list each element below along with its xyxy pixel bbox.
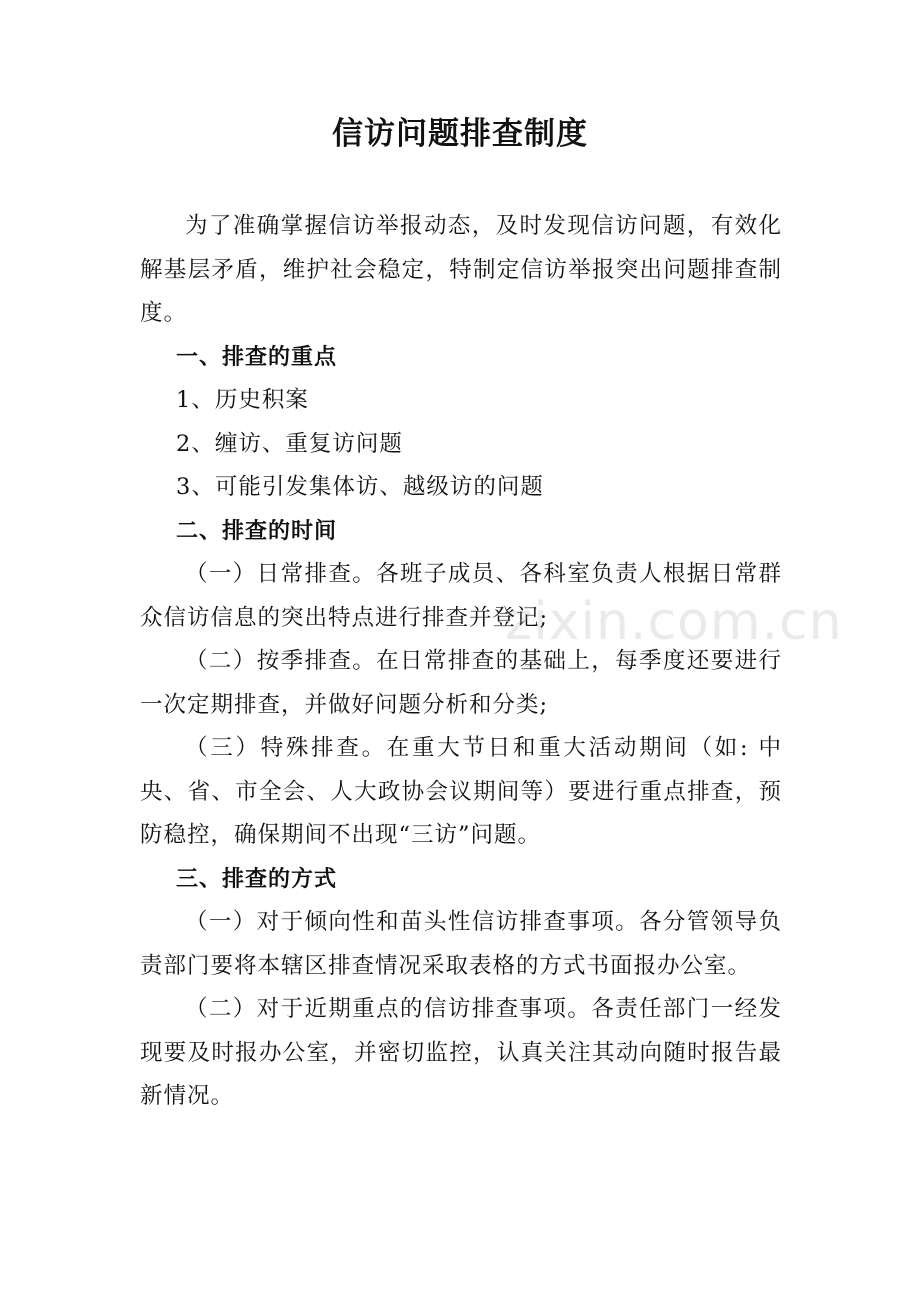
paragraph-special-check: （三）特殊排查。在重大节日和重大活动期间（如: 中央、省、市全会、人大政协会议期间等）要进行重点排查，预防稳控，确保期间不出现“三访”问题。 (140, 735, 782, 848)
intro-paragraph: 为了准确掌握信访举报动态，及时发现信访问题，有效化解基层矛盾，维护社会稳定，特制定信访举报突出问题排查制度。 (140, 213, 782, 326)
paragraph-quarterly-check: （二）按季排查。在日常排查的基础上，每季度还要进行一次定期排查，并做好问题分析和分类; (140, 648, 782, 718)
section-heading-focus: 一、排查的重点 (176, 344, 338, 370)
paragraph-trend-items: （一）对于倾向性和苗头性信访排查事项。各分管领导负责部门要将本辖区排查情况采取表格的方式书面报办公室。 (140, 909, 782, 979)
paragraph-daily-check: （一）日常排查。各班子成员、各科室负责人根据日常群众信访信息的突出特点进行排查并登记; (140, 561, 782, 631)
paragraph-recent-items: （二）对于近期重点的信访排查事项。各责任部门一经发现要及时报办公室，并密切监控，认真关注其动向随时报告最新情况。 (140, 996, 782, 1109)
document-body (140, 205, 782, 1119)
list-item: 1、历史积案 (176, 387, 309, 413)
list-item: 2、缠访、重复访问题 (176, 430, 403, 457)
list-item: 3、可能引发集体访、越级访的问题 (176, 474, 544, 500)
section-heading-time: 二、排查的时间 (176, 518, 338, 544)
watermark-text: zixin.com.cn (505, 592, 843, 652)
section-heading-method: 三、排查的方式 (176, 866, 338, 892)
document-title: 信访问题排查制度 (332, 116, 588, 152)
